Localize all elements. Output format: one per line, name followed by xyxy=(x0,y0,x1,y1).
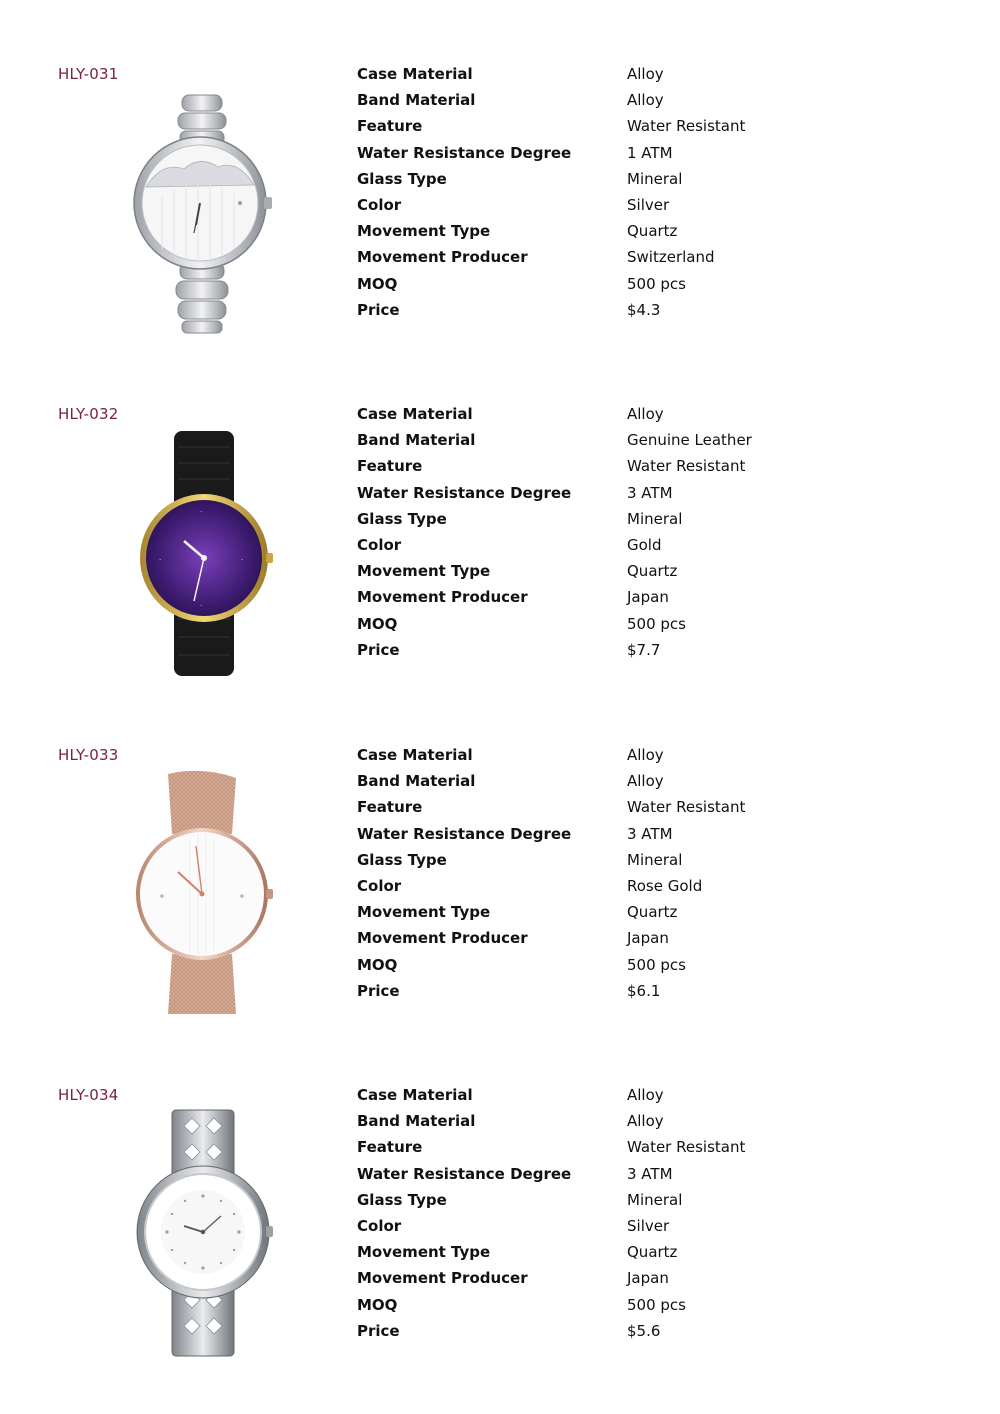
spec-value: 500 pcs xyxy=(627,955,686,974)
spec-label: Case Material xyxy=(357,1086,473,1104)
spec-label: Water Resistance Degree xyxy=(357,143,572,162)
spec-row-case-material xyxy=(357,1086,877,1112)
spec-label: Band Material xyxy=(357,91,476,110)
svg-text:·: · xyxy=(159,556,162,564)
spec-label: Price xyxy=(357,300,400,319)
spec-value: Quartz xyxy=(627,562,678,581)
spec-label: Band Material xyxy=(357,1112,476,1131)
product-code: HLY-032 xyxy=(58,405,119,423)
spec-row-glass-type xyxy=(357,1191,877,1217)
spec-list xyxy=(357,1086,877,1348)
spec-label: Movement Producer xyxy=(357,248,528,267)
spec-row-movement-producer xyxy=(357,1269,877,1295)
spec-row-price xyxy=(357,641,877,667)
spec-row-movement-type xyxy=(357,1243,877,1269)
spec-value: $7.7 xyxy=(627,640,661,659)
product-code: HLY-031 xyxy=(58,65,119,83)
spec-row-glass-type xyxy=(357,851,877,877)
spec-value: $6.1 xyxy=(627,981,661,1000)
spec-row-band-material xyxy=(357,1112,877,1138)
spec-value: Mineral xyxy=(627,850,683,869)
spec-value: Alloy xyxy=(627,91,664,110)
spec-value: Alloy xyxy=(627,772,664,791)
spec-row-band-material xyxy=(357,772,877,798)
spec-label: Price xyxy=(357,640,400,659)
spec-value: Water Resistant xyxy=(627,457,746,476)
spec-label: MOQ xyxy=(357,1295,398,1314)
spec-label: Case Material xyxy=(357,405,473,423)
spec-value: Alloy xyxy=(627,746,664,764)
spec-row-band-material xyxy=(357,91,877,117)
spec-row-price xyxy=(357,982,877,1008)
spec-row-case-material xyxy=(357,405,877,431)
silver-bracelet-watch-icon xyxy=(122,83,282,338)
spec-row-moq xyxy=(357,275,877,301)
spec-row-feature xyxy=(357,117,877,143)
spec-label: Band Material xyxy=(357,772,476,791)
spec-value: Genuine Leather xyxy=(627,431,752,450)
spec-label: Glass Type xyxy=(357,509,447,528)
spec-label: Movement Producer xyxy=(357,588,528,607)
spec-label: Water Resistance Degree xyxy=(357,1164,572,1183)
spec-value: Alloy xyxy=(627,405,664,423)
spec-label: Water Resistance Degree xyxy=(357,824,572,843)
spec-label: Glass Type xyxy=(357,169,447,188)
spec-label: Band Material xyxy=(357,431,476,450)
spec-label: Water Resistance Degree xyxy=(357,483,572,502)
spec-label: Glass Type xyxy=(357,1190,447,1209)
spec-label: Color xyxy=(357,535,402,554)
spec-label: MOQ xyxy=(357,274,398,293)
product-hly-034 xyxy=(0,1086,1000,1386)
spec-row-price xyxy=(357,1322,877,1348)
spec-label: Color xyxy=(357,876,402,895)
spec-value: $5.6 xyxy=(627,1321,661,1340)
spec-row-feature xyxy=(357,457,877,483)
spec-row-water-resistance xyxy=(357,484,877,510)
spec-row-movement-type xyxy=(357,903,877,929)
spec-row-water-resistance xyxy=(357,1165,877,1191)
svg-text:·: · xyxy=(200,602,203,610)
spec-row-movement-producer xyxy=(357,588,877,614)
product-hly-031 xyxy=(0,65,1000,365)
spec-row-water-resistance xyxy=(357,825,877,851)
spec-value: Japan xyxy=(627,929,669,948)
spec-label: Movement Type xyxy=(357,222,491,241)
spec-label: Color xyxy=(357,195,402,214)
spec-row-feature xyxy=(357,1138,877,1164)
spec-row-case-material xyxy=(357,746,877,772)
spec-row-movement-type xyxy=(357,222,877,248)
spec-value: Alloy xyxy=(627,1086,664,1104)
spec-value: Alloy xyxy=(627,65,664,83)
rose-gold-mesh-watch-icon xyxy=(122,764,282,1019)
spec-value: Japan xyxy=(627,1269,669,1288)
spec-value: $4.3 xyxy=(627,300,661,319)
svg-text:·: · xyxy=(200,508,203,516)
spec-value: 3 ATM xyxy=(627,1164,673,1183)
spec-label: Color xyxy=(357,1216,402,1235)
spec-value: Rose Gold xyxy=(627,876,703,895)
spec-label: Movement Type xyxy=(357,562,491,581)
spec-list xyxy=(357,65,877,327)
spec-label: Price xyxy=(357,1321,400,1340)
product-code: HLY-033 xyxy=(58,746,119,764)
gold-leather-watch-icon xyxy=(122,423,282,678)
spec-row-movement-producer xyxy=(357,929,877,955)
spec-value: 500 pcs xyxy=(627,614,686,633)
spec-row-price xyxy=(357,301,877,327)
spec-row-color xyxy=(357,877,877,903)
spec-row-band-material xyxy=(357,431,877,457)
spec-label: MOQ xyxy=(357,955,398,974)
spec-value: Alloy xyxy=(627,1112,664,1131)
spec-label: Movement Type xyxy=(357,1243,491,1262)
spec-label: Feature xyxy=(357,457,423,476)
spec-row-color xyxy=(357,536,877,562)
spec-value: Quartz xyxy=(627,903,678,922)
spec-label: Price xyxy=(357,981,400,1000)
spec-row-movement-type xyxy=(357,562,877,588)
spec-label: Case Material xyxy=(357,746,473,764)
product-hly-032 xyxy=(0,405,1000,705)
spec-value: Silver xyxy=(627,195,670,214)
spec-value: Quartz xyxy=(627,1243,678,1262)
spec-value: Switzerland xyxy=(627,248,715,267)
spec-label: Movement Producer xyxy=(357,1269,528,1288)
product-code: HLY-034 xyxy=(58,1086,119,1104)
spec-label: Feature xyxy=(357,798,423,817)
spec-row-movement-producer xyxy=(357,248,877,274)
spec-row-moq xyxy=(357,1296,877,1322)
spec-value: Japan xyxy=(627,588,669,607)
spec-label: Movement Producer xyxy=(357,929,528,948)
spec-label: Glass Type xyxy=(357,850,447,869)
spec-row-glass-type xyxy=(357,170,877,196)
product-hly-033 xyxy=(0,746,1000,1046)
spec-value: Silver xyxy=(627,1216,670,1235)
spec-row-water-resistance xyxy=(357,144,877,170)
spec-label: Feature xyxy=(357,1138,423,1157)
spec-value: 500 pcs xyxy=(627,1295,686,1314)
spec-label: Case Material xyxy=(357,65,473,83)
spec-value: Water Resistant xyxy=(627,798,746,817)
spec-row-feature xyxy=(357,798,877,824)
spec-label: MOQ xyxy=(357,614,398,633)
spec-label: Movement Type xyxy=(357,903,491,922)
spec-list xyxy=(357,405,877,667)
spec-value: Gold xyxy=(627,535,662,554)
spec-value: 3 ATM xyxy=(627,483,673,502)
spec-value: 500 pcs xyxy=(627,274,686,293)
spec-value: Quartz xyxy=(627,222,678,241)
spec-value: Mineral xyxy=(627,169,683,188)
spec-row-moq xyxy=(357,615,877,641)
spec-value: Mineral xyxy=(627,509,683,528)
spec-row-glass-type xyxy=(357,510,877,536)
spec-value: Mineral xyxy=(627,1190,683,1209)
spec-label: Feature xyxy=(357,117,423,136)
spec-list xyxy=(357,746,877,1008)
spec-row-case-material xyxy=(357,65,877,91)
spec-value: 1 ATM xyxy=(627,143,673,162)
silver-crystal-watch-icon xyxy=(122,1104,282,1359)
svg-text:·: · xyxy=(241,556,244,564)
spec-row-color xyxy=(357,1217,877,1243)
spec-row-color xyxy=(357,196,877,222)
spec-value: Water Resistant xyxy=(627,117,746,136)
spec-row-moq xyxy=(357,956,877,982)
spec-value: Water Resistant xyxy=(627,1138,746,1157)
spec-value: 3 ATM xyxy=(627,824,673,843)
